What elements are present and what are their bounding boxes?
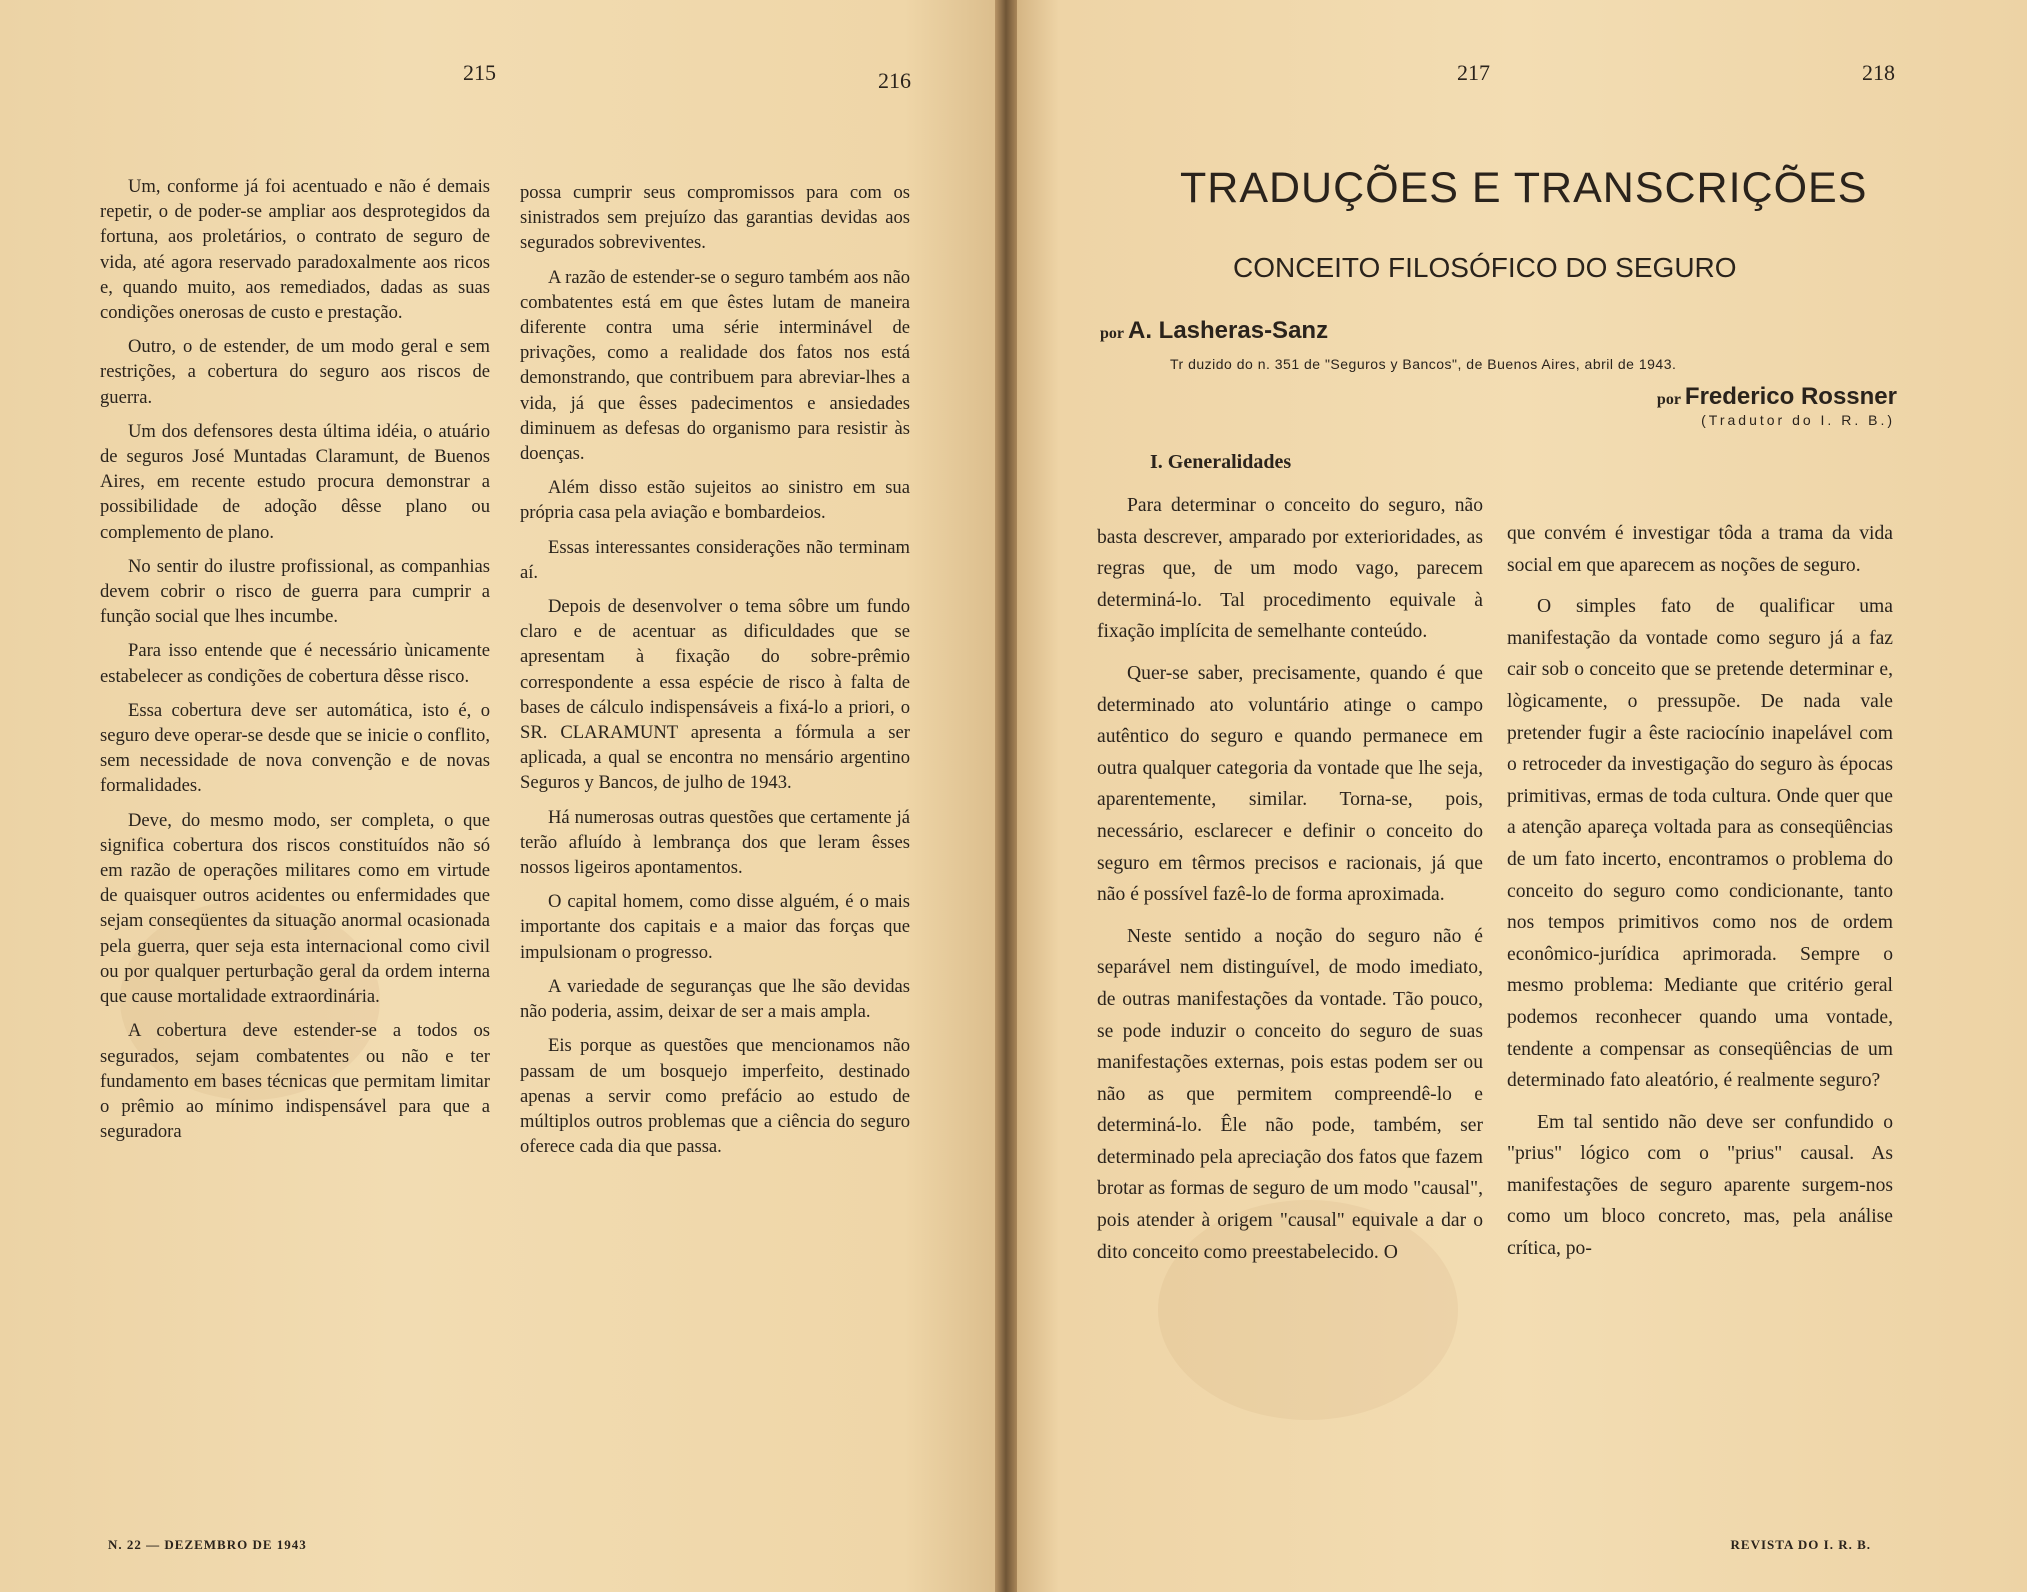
article-title: CONCEITO FILOSÓFICO DO SEGURO [1233,252,1737,283]
left-footer: N. 22 — DEZEMBRO DE 1943 [108,1537,307,1552]
paragraph: Para determinar o conceito do seguro, não basta descrever, amparado por exterioridades, as regras que, de um modo vago, parecem determiná-lo. Tal procedimento equivale à fixação implícita de semelhante conteúdo. [1097,495,1483,643]
paragraph: Um dos defensores desta última idéia, o atuário de seguros José Muntadas Claramunt, de Buenos Aires, em recente estudo procura demonstrar a possibilidade de adoção dêsse plano ou complemento de plano. [100,420,490,543]
article-section-title: TRADUÇÕES E TRANSCRIÇÕES [1180,164,1868,212]
translator-byline [1657,383,1897,411]
right-column-1 [1097,490,1483,1278]
translator-name: Frederico Rossner [1684,383,1897,410]
author-name: A. Lasheras-Sanz [1128,317,1329,344]
right-footer: REVISTA DO I. R. B. [1730,1537,1871,1552]
paragraph: Em tal sentido não deve ser confundido o "prius" lógico com o "prius" causal. As manifestações de seguro aparente surgem-nos como um bloco concreto, mas, pela análise crítica, po- [1507,1111,1893,1260]
paragraph: Neste sentido a noção do seguro não é separável nem distinguível, de modo imediato, de outras manifestações da vontade. Tão pouco, se pode induzir o conceito do seguro de suas manifestações externas, pois estas podem ser ou não as que permitem compreendê-lo e determiná-lo. Êle não pode, também, ser determinado pela apreciação dos fatos que fazem brotar as formas de seguro de um modo "causal", pois atender à origem "causal" equivale a dar o dito conceito como preestabelecido. O [1097,925,1483,1263]
paragraph: Essa cobertura deve ser automática, isto é, o seguro deve operar-se desde que se inicie o conflito, sem necessidade de nova convenção e de novas formalidades. [100,699,490,797]
paragraph: O capital homem, como disse alguém, é o mais importante dos capitais e a maior das forças que impulsionam o progresso. [520,891,910,963]
byline-por: por [1656,391,1681,408]
paragraph: No sentir do ilustre profissional, as companhias devem cobrir o risco de guerra para cumprir a função social que lhes incumbe. [100,555,490,628]
paragraph: Um, conforme já foi acentuado e não é demais repetir, o de poder-se ampliar aos desprotegidos da fortuna, aos proletários, o contrato de seguro de vida, até agora reservado paradoxalmente aos ricos e, quando muito, aos remediados, dadas as suas condições onerosas de custo e prestação. [100,176,490,324]
paragraph: Essas interessantes considerações não terminam aí. [520,536,910,583]
paragraph: possa cumprir seus compromissos para com os sinistrados sem prejuízo das garantias devidas aos segurados sobreviventes. [520,182,910,254]
section-heading: I. Generalidades [1150,451,1292,473]
book-gutter [995,0,1017,1592]
paragraph: Quer-se saber, precisamente, quando é que determinado ato voluntário atinge o campo autêntico do seguro e quando permanece em outra qualquer categoria da vontade que lhe seja, aparentemente, similar. Torna-se, pois, necessário, esclarecer e definir o conceito do seguro em têrmos precisos e racionais, já que não é possível fazê-lo de forma aproximada. [1097,662,1483,906]
byline-por: por [1100,325,1124,342]
paragraph: A razão de estender-se o seguro também aos não combatentes está em que êstes lutam de maneira diferente contra uma série interminável de privações, como a realidade dos fatos nos está demonstrando, que contribuem para abreviar-lhes a vida, já que êsses padecimentos e ansiedades diminuem as defesas do organismo para resistir às doenças. [520,266,910,465]
page-number-215: 215 [463,60,496,85]
translation-note: Tr duzido do n. 351 de "Seguros y Bancos", de Buenos Aires, abril de 1943. [1170,356,1677,372]
page-number-217: 217 [1457,60,1490,85]
paragraph: que convém é investigar tôda a trama da vida social em que aparecem as noções de seguro. [1507,523,1893,576]
translator-role: (Tradutor do I. R. B.) [1701,412,1895,428]
left-column-2 [520,180,910,1168]
left-column-1 [100,174,490,1153]
paragraph: Eis porque as questões que mencionamos não passam de um bosquejo imperfeito, destinado apenas a servir como prefácio ao estudo de múltiplos outros problemas que a ciência do seguro oferece cada dia que passa. [520,1035,910,1158]
page-number-216: 216 [878,68,911,93]
right-column-2 [1507,518,1893,1275]
paragraph: A cobertura deve estender-se a todos os segurados, sejam combatentes ou não e ter fundamento em bases técnicas que permitam limitar o prêmio ao mínimo indispensável para que a seguradora [100,1020,490,1143]
paragraph: Há numerosas outras questões que certamente já terão afluído à lembrança dos que leram êsses nossos ligeiros apontamentos. [520,806,910,879]
paragraph: Deve, do mesmo modo, ser completa, o que significa cobertura dos riscos constituídos não só em razão de operações militares como em virtude de quaisquer outros acidentes ou enfermidades que sejam conseqüentes da situação anormal ocasionada pela guerra, quer seja esta internacional como civil ou por qualquer perturbação geral da ordem interna que cause mortalidade extraordinária. [100,809,490,1008]
paragraph: A variedade de seguranças que lhe são devidas não poderia, assim, deixar de ser a mais ampla. [520,975,910,1023]
paragraph: O simples fato de qualificar uma manifestação da vontade como seguro já a faz cair sob o conceito que se pretende determinar e, lògicamente, o pressupõe. De nada vale pretender fugir a êste raciocínio inapelável com o retroceder da investigação do seguro às épocas primitivas, ermas de toda cultura. Onde quer que a atenção apareça voltada para as conseqüências de um fato incerto, encontramos o problema do conceito do seguro como condicionante, tanto nos tempos primitivos como nos de ordem econômico-jurídica aprimorada. Sempre o mesmo problema: Mediante que critério geral podemos reconhecer quando uma vontade, tendente a compensar as conseqüências de um determinado fato aleatório, é realmente seguro? [1507,596,1893,1092]
paragraph: Depois de desenvolver o tema sôbre um fundo claro e de acentuar as dificuldades que se apresentam à fixação do sobre-prêmio correspondente a essa espécie de risco à falta de bases de cálculo indispensáveis a fixá-lo a priori, o SR. CLARAMUNT apresenta a fórmula a ser aplicada, a qual se encontra no mensário argentino Seguros y Bancos, de julho de 1943. [520,596,910,794]
paragraph: Outro, o de estender, de um modo geral e sem restrições, a cobertura do seguro aos riscos de guerra. [100,336,490,408]
paragraph: Para isso entende que é necessário ùnicamente estabelecer as condições de cobertura dêsse risco. [100,640,490,687]
page-number-218: 218 [1862,60,1895,85]
left-page [0,0,1005,1592]
author-byline [1100,317,1328,345]
paragraph: Além disso estão sujeitos ao sinistro em sua própria casa pela aviação e bombardeios. [520,477,910,524]
